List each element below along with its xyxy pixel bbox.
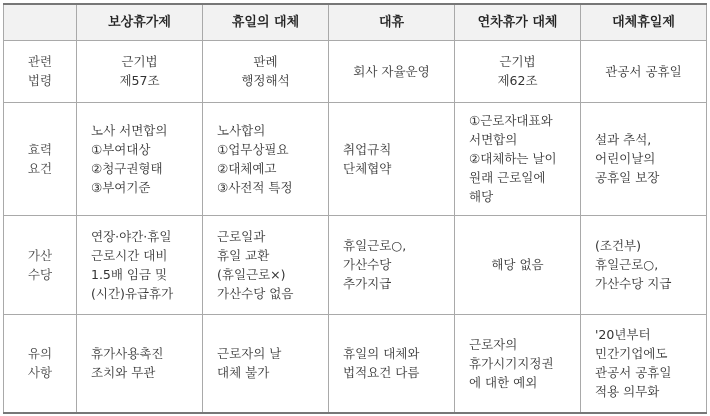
table-cell bbox=[455, 314, 581, 413]
table-cell bbox=[581, 40, 707, 102]
table-cell bbox=[455, 40, 581, 102]
cell-line: 가산수당 bbox=[343, 257, 392, 272]
table-cell bbox=[329, 40, 455, 102]
cell-line: 휴일 교환 bbox=[217, 247, 270, 263]
cell-line: 근로자의 날 bbox=[217, 346, 282, 362]
table-cell bbox=[581, 215, 707, 314]
cell-line: 관공서 공휴일 bbox=[595, 365, 672, 381]
row-label-line: 가산 bbox=[27, 247, 53, 263]
cell-line: 근로일과 bbox=[217, 228, 266, 244]
cell-line: 휴일근로○, bbox=[595, 257, 659, 272]
cell-line: 휴가시기지정권 bbox=[469, 355, 554, 371]
cell-line: 근기법 bbox=[499, 54, 536, 69]
row-label-line: 효력 bbox=[27, 141, 53, 157]
cell-line: 해당 없음 bbox=[491, 257, 544, 272]
header-compensatory-leave: 보상휴가제 bbox=[77, 4, 203, 40]
cell-line: ②대체예고 bbox=[217, 160, 277, 176]
row-label-additional-allowance bbox=[4, 215, 77, 314]
cell-line: 연장·야간·휴일 bbox=[91, 228, 172, 244]
cell-line: 판례 bbox=[253, 54, 278, 69]
table-cell bbox=[77, 314, 203, 413]
table-cell bbox=[203, 40, 329, 102]
cell-line: 공휴일 보장 bbox=[595, 170, 660, 185]
table-row bbox=[4, 40, 707, 102]
cell-line: 근로자의 bbox=[469, 336, 518, 352]
comparison-table-container bbox=[3, 3, 706, 412]
cell-line: ③사전적 특정 bbox=[217, 179, 293, 195]
table-cell bbox=[203, 215, 329, 314]
row-label-effect-requirements bbox=[4, 102, 77, 215]
row-label-line: 법령 bbox=[27, 73, 53, 88]
header-corner bbox=[4, 4, 77, 40]
cell-line: 관공서 공휴일 bbox=[605, 63, 682, 79]
cell-line: 회사 자율운영 bbox=[353, 63, 430, 79]
cell-line: 근로시간 대비 bbox=[91, 247, 168, 263]
table-row bbox=[4, 102, 707, 215]
cell-line: 휴일근로○, bbox=[343, 238, 407, 253]
table-cell bbox=[203, 314, 329, 413]
cell-line: 적용 의무화 bbox=[595, 384, 660, 400]
cell-line: (조건부) bbox=[595, 238, 641, 253]
table-cell bbox=[203, 102, 329, 215]
header-substitute-holiday-system: 대체휴일제 bbox=[581, 4, 707, 40]
cell-line: 민간기업에도 bbox=[595, 346, 668, 362]
table-cell bbox=[455, 215, 581, 314]
row-label-line: 사항 bbox=[27, 365, 53, 381]
row-label-line: 수당 bbox=[27, 266, 53, 282]
cell-line: 제62조 bbox=[497, 73, 538, 88]
cell-line: 1.5배 임금 및 bbox=[91, 266, 168, 282]
cell-line: (휴일근로×) bbox=[217, 266, 286, 282]
cell-line: 노사합의 bbox=[217, 122, 266, 138]
cell-line: 노사 서면합의 bbox=[91, 122, 168, 138]
table-row bbox=[4, 314, 707, 413]
table-cell bbox=[329, 314, 455, 413]
holiday-comparison-table bbox=[3, 3, 707, 414]
cell-line: '20년부터 bbox=[595, 327, 651, 343]
table-cell bbox=[581, 102, 707, 215]
cell-line: 취업규칙 bbox=[343, 141, 392, 157]
cell-line: 조치와 무관 bbox=[91, 365, 156, 381]
cell-line: ①근로자대표와 bbox=[469, 113, 553, 128]
cell-line: 가산수당 없음 bbox=[217, 285, 294, 301]
cell-line: 대체 불가 bbox=[217, 365, 270, 381]
row-label-line: 관련 bbox=[27, 54, 53, 69]
row-label-line: 요건 bbox=[27, 160, 53, 176]
table-cell bbox=[329, 215, 455, 314]
header-substitute-rest: 대휴 bbox=[329, 4, 455, 40]
table-cell bbox=[581, 314, 707, 413]
cell-line: 에 대한 예외 bbox=[469, 374, 538, 390]
cell-line: 법적요건 다름 bbox=[343, 365, 420, 381]
cell-line: ②청구권형태 bbox=[91, 160, 163, 176]
cell-line: 휴가사용촉진 bbox=[91, 346, 164, 362]
table-cell bbox=[77, 40, 203, 102]
table-cell bbox=[329, 102, 455, 215]
cell-line: 해당 bbox=[469, 189, 494, 204]
cell-line: 가산수당 지급 bbox=[595, 276, 672, 291]
cell-line: ①부여대상 bbox=[91, 141, 151, 157]
cell-line: 행정해석 bbox=[241, 73, 290, 88]
table-row bbox=[4, 215, 707, 314]
table-cell bbox=[77, 215, 203, 314]
table-cell bbox=[455, 102, 581, 215]
table-cell bbox=[77, 102, 203, 215]
cell-line: 근기법 bbox=[121, 54, 158, 69]
cell-line: 어린이날의 bbox=[595, 151, 656, 166]
cell-line: 휴일의 대체와 bbox=[343, 346, 420, 362]
row-label-notes bbox=[4, 314, 77, 413]
cell-line: ①업무상필요 bbox=[217, 141, 289, 157]
cell-line: 추가지급 bbox=[343, 276, 392, 291]
header-holiday-substitution: 휴일의 대체 bbox=[203, 4, 329, 40]
header-row bbox=[4, 4, 707, 40]
header-annual-leave-substitution: 연차휴가 대체 bbox=[455, 4, 581, 40]
cell-line: 설과 추석, bbox=[595, 132, 652, 147]
cell-line: 원래 근로일에 bbox=[469, 170, 546, 185]
row-label-line: 유의 bbox=[27, 346, 53, 362]
cell-line: ②대체하는 날이 bbox=[469, 151, 557, 166]
row-label-related-law bbox=[4, 40, 77, 102]
cell-line: (시간)유급휴가 bbox=[91, 285, 174, 301]
cell-line: 제57조 bbox=[119, 73, 160, 88]
cell-line: 서면합의 bbox=[469, 132, 518, 147]
cell-line: ③부여기준 bbox=[91, 179, 151, 195]
cell-line: 단체협약 bbox=[343, 160, 392, 176]
